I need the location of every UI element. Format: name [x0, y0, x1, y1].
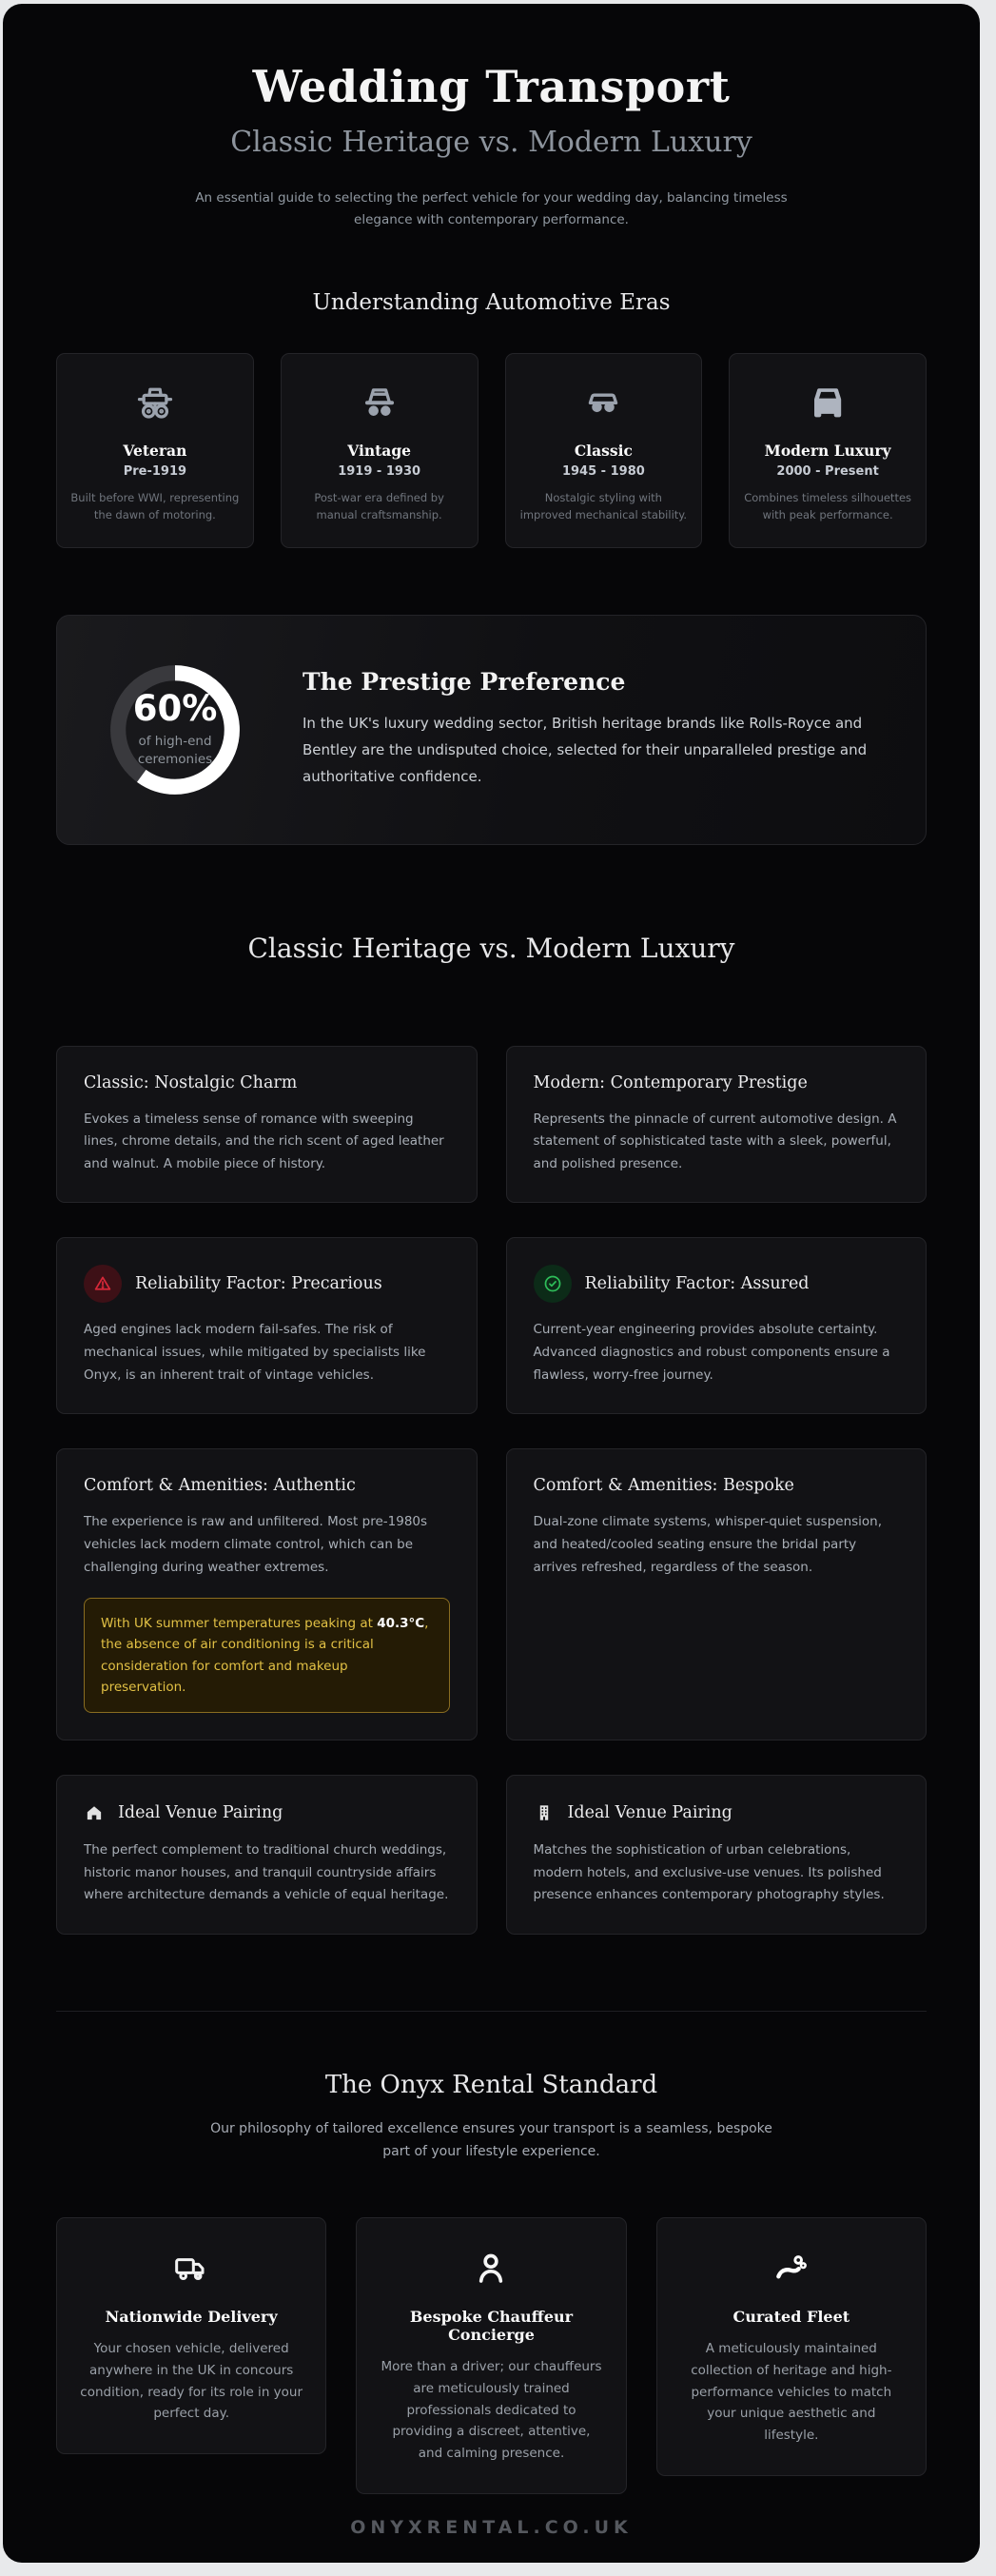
standard-card-title: Bespoke Chauffeur Concierge [409, 2307, 574, 2344]
veteran-carriage-icon [70, 381, 240, 426]
page-subtitle: Classic Heritage vs. Modern Luxury [230, 126, 752, 159]
prestige-heading: The Prestige Preference [303, 668, 626, 697]
comparison-card-reliability-assured [506, 1237, 928, 1414]
prestige-text [303, 668, 880, 790]
standard-section-title: The Onyx Rental Standard [324, 2071, 658, 2100]
donut-center-label [103, 658, 247, 802]
era-card-years: 1945 - 1980 [561, 463, 645, 479]
standard-card-body: More than a driver; our chauffeurs are meticulously trained professionals dedicated to providing a discreet, attentive, and calming presence. [381, 2358, 602, 2462]
comparison-card-venue-heritage [56, 1775, 478, 1935]
section-divider [56, 2011, 927, 2012]
era-card-title: Modern Luxury [764, 441, 891, 460]
card-body: Represents the pinnacle of current automotive design. A statement of sophisticated taste with a sleek, powerful, and polished presence. [533, 1111, 897, 1171]
standard-card-delivery [56, 2217, 326, 2455]
delivery-truck-icon [80, 2249, 303, 2289]
comparison-section-title: Classic Heritage vs. Modern Luxury [247, 932, 735, 964]
page-title: Wedding Transport [252, 61, 731, 112]
comparison-card-venue-modern [506, 1775, 928, 1935]
era-card-description: Post-war era defined by manual craftsmanship. [314, 490, 444, 521]
standard-card-chauffeur [356, 2217, 626, 2495]
house-icon [84, 1802, 105, 1823]
standard-card-body: A meticulously maintained collection of heritage and high-performance vehicles to match your unique aesthetic and lifestyle. [691, 2340, 892, 2444]
era-card-modern-luxury [729, 353, 927, 548]
infographic-page [3, 4, 980, 2563]
comparison-card-reliability-precarious [56, 1237, 478, 1414]
card-body: Current-year engineering provides absolute certainty. Advanced diagnostics and robust components ensure a flawless, worry-free journey. [533, 1322, 890, 1383]
standard-card-grid [56, 2217, 927, 2495]
era-card-title: Classic [574, 441, 633, 460]
donut-caption: of high-end ceremonies [137, 734, 213, 767]
era-card-vintage [281, 353, 478, 548]
card-title: Reliability Factor: Assured [584, 1274, 810, 1294]
era-card-description: Combines timeless silhouettes with peak performance. [744, 490, 912, 521]
check-circle-icon [534, 1265, 572, 1303]
comparison-card-comfort-authentic [56, 1448, 478, 1740]
comparison-card-classic-charm [56, 1046, 478, 1204]
era-card-years: Pre-1919 [123, 463, 187, 479]
standard-card-title: Nationwide Delivery [105, 2307, 278, 2326]
vintage-car-icon [295, 381, 464, 426]
prestige-stat-card [56, 615, 927, 845]
era-card-years: 1919 - 1930 [338, 463, 421, 479]
car-key-icon [680, 2249, 903, 2289]
standard-card-body: Your chosen vehicle, delivered anywhere in the UK in concours condition, ready for its role in your perfect day. [80, 2340, 303, 2422]
card-body: The perfect complement to traditional church weddings, historic manor houses, and tranquil countryside affairs where architecture demands a vehicle of equal heritage. [84, 1842, 449, 1903]
card-title: Comfort & Amenities: Authentic [84, 1476, 356, 1496]
temperature-warning-callout: With UK summer temperatures peaking at 40.3°C, the absence of air conditioning is a critical consideration for comfort and makeup preservation. [84, 1598, 450, 1713]
card-body: Dual-zone climate systems, whisper-quiet suspension, and heated/cooled seating ensure the bridal party arrives refreshed, regardless of the season. [533, 1514, 883, 1575]
donut-percent: 60% [132, 688, 218, 730]
page-intro: An essential guide to selecting the perfect vehicle for your wedding day, balancing timeless elegance with contemporary performance. [195, 190, 788, 227]
card-body: Evokes a timeless sense of romance with sweeping lines, chrome details, and the rich scent of aged leather and walnut. A mobile piece of history. [84, 1111, 444, 1171]
card-title: Ideal Venue Pairing [567, 1803, 732, 1823]
chauffeur-person-icon [380, 2249, 602, 2289]
comparison-card-modern-prestige [506, 1046, 928, 1204]
modern-car-icon [743, 381, 912, 426]
classic-car-icon [519, 381, 689, 426]
card-title: Ideal Venue Pairing [118, 1803, 283, 1823]
era-card-title: Vintage [347, 441, 412, 460]
card-title: Reliability Factor: Precarious [135, 1274, 382, 1294]
donut-chart [103, 658, 247, 802]
building-icon [534, 1802, 555, 1823]
card-body: The experience is raw and unfiltered. Most pre-1980s vehicles lack modern climate control, which can be challenging during weather extremes. [84, 1514, 428, 1575]
comparison-grid [56, 1046, 927, 1936]
card-body: Aged engines lack modern fail-safes. The risk of mechanical issues, while mitigated by specialists like Onyx, is an inherent trait of vintage vehicles. [84, 1322, 426, 1383]
standard-section-subtitle: Our philosophy of tailored excellence ensures your transport is a seamless, bespoke part of your lifestyle experience. [210, 2121, 772, 2159]
card-body: Matches the sophistication of urban celebrations, modern hotels, and exclusive-use venues. Its polished presence enhances contemporary photography styles. [533, 1842, 885, 1903]
era-card-veteran [56, 353, 254, 548]
era-card-description: Built before WWI, representing the dawn of motoring. [70, 490, 240, 521]
era-card-description: Nostalgic styling with improved mechanical stability. [519, 490, 688, 521]
era-card-title: Veteran [123, 441, 187, 460]
standard-card-fleet [656, 2217, 927, 2477]
footer-brand: ONYXRENTAL.CO.UK [350, 2517, 633, 2539]
card-title: Modern: Contemporary Prestige [533, 1072, 808, 1092]
hero-header [56, 61, 927, 231]
era-card-years: 2000 - Present [776, 463, 879, 479]
standard-card-title: Curated Fleet [732, 2307, 850, 2326]
card-title: Comfort & Amenities: Bespoke [533, 1476, 794, 1496]
temperature-value: 40.3°C [377, 1616, 425, 1632]
era-card-classic [505, 353, 703, 548]
prestige-body: In the UK's luxury wedding sector, British heritage brands like Rolls-Royce and Bentley are the undisputed choice, selected for their unparalleled prestige and authoritative confidence. [303, 715, 868, 785]
era-card-grid [56, 353, 927, 548]
alert-triangle-icon [84, 1265, 122, 1303]
comparison-card-comfort-bespoke [506, 1448, 928, 1740]
eras-section-title: Understanding Automotive Eras [312, 289, 671, 315]
card-title: Classic: Nostalgic Charm [84, 1072, 298, 1092]
